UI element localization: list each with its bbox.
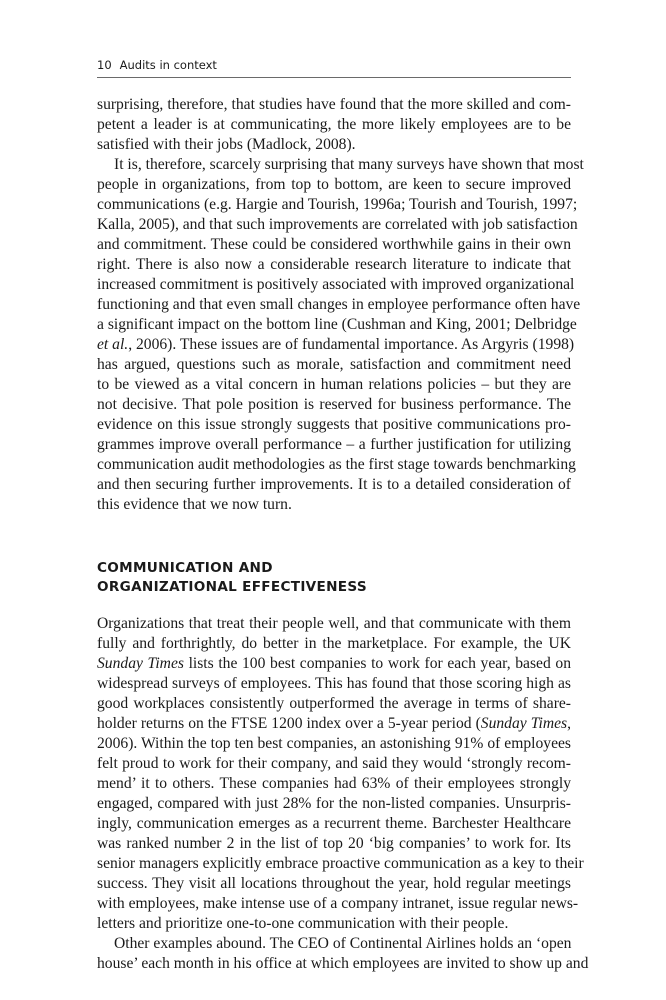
text-line: house’ each month in his office at which employees are invited to show up and [97, 955, 589, 972]
italic-et-al: et al. [97, 336, 129, 353]
text-line: senior managers explicitly embrace proactive communication as a key to their [97, 855, 584, 872]
text-line: right. There is also now a considerable research literature to indicate that [97, 256, 571, 273]
text-line: evidence on this issue strongly suggests that positive communications pro- [97, 416, 571, 433]
text-line [97, 335, 575, 355]
text-run: , [567, 715, 571, 732]
running-title: Audits in context [119, 58, 217, 72]
text-line: communication audit methodologies as the first stage towards benchmarking [97, 456, 576, 473]
heading-line: ORGANIZATIONAL EFFECTIVENESS [97, 579, 367, 595]
text-line: to be viewed as a vital concern in human relations policies – but they are [97, 376, 571, 393]
text-line: increased commitment is positively associated with improved organizational [97, 276, 575, 293]
text-line: Kalla, 2005), and that such improvements are correlated with job satisfaction [97, 216, 578, 233]
text-line: with employees, make intense use of a company intranet, issue regular news- [97, 895, 579, 912]
text-line: Organizations that treat their people well, and that communicate with them [97, 615, 571, 632]
text-line: communications (e.g. Hargie and Tourish, 1996a; Tourish and Tourish, 1997; [97, 196, 578, 213]
text-line: satisfied with their jobs (Madlock, 2008). [97, 136, 356, 153]
heading-line: COMMUNICATION AND [97, 560, 273, 576]
running-header [97, 58, 571, 78]
text-line: surprising, therefore, that studies have found that the more skilled and com- [97, 96, 571, 113]
text-line: not decisive. That pole position is reserved for business performance. The [97, 396, 571, 413]
text-line: ingly, communication emerges as a recurrent theme. Barchester Healthcare [97, 815, 571, 832]
text-run: holder returns on the FTSE 1200 index over a 5-year period ( [97, 715, 481, 732]
text-line: It is, therefore, scarcely surprising that many surveys have shown that most [114, 156, 584, 173]
text-line: felt proud to work for their company, and said they would ‘strongly recom- [97, 755, 571, 772]
text-line: Other examples abound. The CEO of Continental Airlines holds an ‘open [114, 935, 572, 952]
text-line: success. They visit all locations throughout the year, hold regular meetings [97, 875, 571, 892]
text-line: petent a leader is at communicating, the more likely employees are to be [97, 116, 571, 133]
text-line: grammes improve overall performance – a further justification for utilizing [97, 436, 571, 453]
text-line: engaged, compared with just 28% for the non-listed companies. Unsurpris- [97, 795, 571, 812]
paragraph-surveys [97, 155, 584, 515]
page-body [97, 95, 589, 974]
page-number: 10 [97, 58, 112, 72]
text-run: lists the 100 best companies to work for each year, based on [183, 655, 571, 672]
text-line: and commitment. These could be considered worthwhile gains in their own [97, 236, 571, 253]
text-line: this evidence that we now turn. [97, 496, 292, 513]
text-line: good workplaces consistently outperformed the average in terms of share- [97, 695, 571, 712]
text-line: people in organizations, from top to bottom, are keen to secure improved [97, 176, 571, 193]
text-line: has argued, questions such as morale, satisfaction and commitment need [97, 356, 571, 373]
paragraph-other-examples [97, 934, 589, 974]
text-line: a significant impact on the bottom line (Cushman and King, 2001; Delbridge [97, 316, 577, 333]
text-line: 2006). Within the top ten best companies, an astonishing 91% of employees [97, 735, 571, 752]
text-run: , 2006). These issues are of fundamental importance. As Argyris (1998) [128, 336, 575, 353]
paragraph-organizations [97, 614, 584, 934]
paragraph-continued [97, 95, 571, 155]
section-heading [97, 559, 571, 597]
text-line: fully and forthrightly, do better in the marketplace. For example, the UK [97, 635, 571, 652]
text-line: was ranked number 2 in the list of top 20 ‘big companies’ to work for. Its [97, 835, 571, 852]
text-line: letters and prioritize one-to-one communication with their people. [97, 915, 509, 932]
italic-sunday-times: Sunday Times [97, 655, 184, 672]
italic-sunday-times: Sunday Times [480, 715, 568, 732]
text-line [97, 654, 571, 674]
text-line: and then securing further improvements. It is to a detailed consideration of [97, 476, 571, 493]
text-line: functioning and that even small changes in employee performance often have [97, 296, 581, 313]
text-line: widespread surveys of employees. This has found that those scoring high as [97, 675, 571, 692]
text-line: mend’ it to others. These companies had 63% of their employees strongly [97, 775, 571, 792]
text-line [97, 714, 571, 734]
